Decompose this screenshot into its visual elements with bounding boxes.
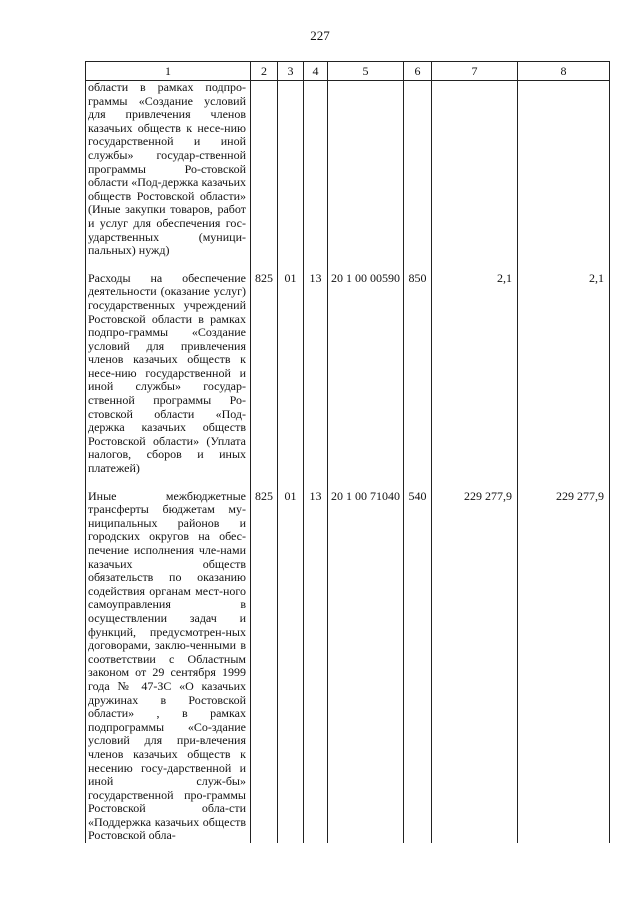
- header-row: [86, 62, 610, 81]
- row-subsection-code: 13: [304, 490, 328, 843]
- row-amount-1: 229 277,9: [432, 490, 518, 843]
- page-number: 227: [310, 28, 330, 43]
- table-header: [86, 62, 610, 81]
- row-section-code: [278, 81, 304, 258]
- column-header-3: 3: [278, 62, 304, 81]
- row-expense-type-code: [404, 81, 432, 258]
- row-target-code: 20 1 00 00590: [328, 272, 404, 476]
- row-target-code: [328, 81, 404, 258]
- row-amount-1: [432, 81, 518, 258]
- column-header-2: 2: [251, 62, 278, 81]
- row-spacer: [86, 476, 610, 490]
- column-header-7: 7: [432, 62, 518, 81]
- row-amount-2: [518, 81, 610, 258]
- column-header-5: 5: [328, 62, 404, 81]
- row-ministry-code: 825: [251, 490, 278, 843]
- row-ministry-code: [251, 81, 278, 258]
- table-body: [86, 81, 610, 844]
- row-ministry-code: 825: [251, 272, 278, 476]
- column-header-4: 4: [304, 62, 328, 81]
- row-description: Иные межбюджетные трансферты бюджетам му-ниципальных районов и городских округов на обес-печение исполнения чле-нами казачьих обществ обязательств по оказанию содействия органам мест-ного самоуправления в осуществлении задач и функций, предусмотрен-ных договорами, заклю-ченными в соответствии с Областным законом от 29 сентября 1999 года № 47-ЗС «О казачьих дружинах в Ростовской области» , в рамках подпрограммы «Со-здание условий для при-влечения членов казачьих обществ к несению госу-дарственной и иной служ-бы» государственной про-граммы Ростовской обла-сти «Поддержка казачьих обществ Ростовской обла-: [86, 490, 251, 843]
- row-spacer: [86, 258, 610, 272]
- row-subsection-code: [304, 81, 328, 258]
- table-row: [86, 490, 610, 843]
- row-expense-type-code: 850: [404, 272, 432, 476]
- row-section-code: 01: [278, 272, 304, 476]
- row-amount-2: 2,1: [518, 272, 610, 476]
- budget-table: [85, 61, 610, 843]
- row-expense-type-code: 540: [404, 490, 432, 843]
- row-section-code: 01: [278, 490, 304, 843]
- table-row: [86, 81, 610, 258]
- table-row: [86, 272, 610, 476]
- column-header-8: 8: [518, 62, 610, 81]
- row-target-code: 20 1 00 71040: [328, 490, 404, 843]
- column-header-6: 6: [404, 62, 432, 81]
- row-description: области в рамках подпро-граммы «Создание условий для привлечения членов казачьих обществ к несе-нию государственной и иной службы» государ-ственной программы Ро-стовской области «Под-держка казачьих обществ Ростовской области» (Иные закупки товаров, работ и услуг для обеспечения гос-ударственных (муници-пальных) нужд): [86, 81, 251, 258]
- row-description: Расходы на обеспечение деятельности (оказание услуг) государственных учреждений Ростовской области в рамках подпро-граммы «Создание условий для привлечения членов казачьих обществ к несе-нию государственной и иной службы» государ-ственной программы Ро-стовской области «Под-держка казачьих обществ Ростовской области» (Уплата налогов, сборов и иных платежей): [86, 272, 251, 476]
- row-amount-2: 229 277,9: [518, 490, 610, 843]
- row-subsection-code: 13: [304, 272, 328, 476]
- column-header-1: 1: [86, 62, 251, 81]
- row-amount-1: 2,1: [432, 272, 518, 476]
